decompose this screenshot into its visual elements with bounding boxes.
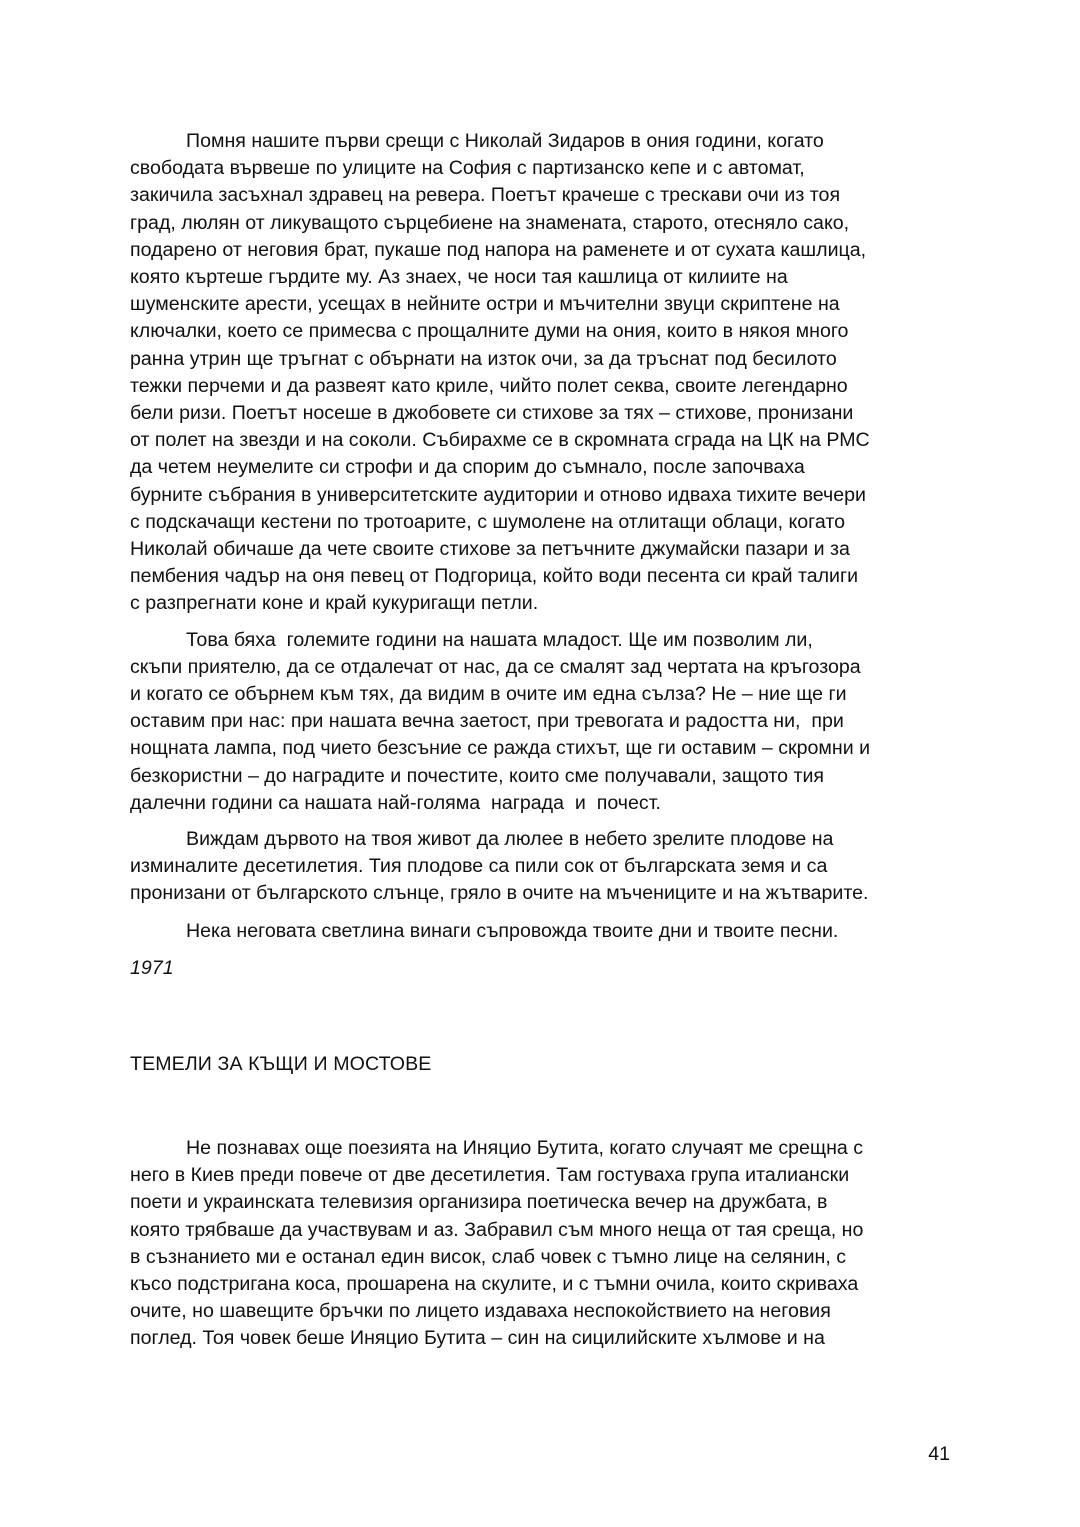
paragraph-wish: Нека неговата светлина винаги съпровожда твоите дни и твоите песни. bbox=[186, 919, 839, 942]
page-number: 41 bbox=[928, 1443, 950, 1465]
date-year: 1971 bbox=[130, 956, 174, 979]
paragraph-kiev-meeting: Не познавах още поезията на Иняцио Бутита, когато случаят ме срещна с него в Киев преди повече от две десетилетия. Там гостуваха група италиански поети и украинската телевизия организира поетическа вечер на дружбата, в която трябваше да участвувам и аз. Забравил съм много неща от тая среща, но в съзнанието ми е останал един висок, слаб човек с тъмно лице на селянин, с късо подстригана коса, прошарена на скулите, и с тъмни очила, които скриваха очите, но шавещите бръчки по лицето издаваха неспокойствието на неговия поглед. Тоя човек беше Иняцио Бутита – син на сицилийските хълмове и на bbox=[130, 1137, 864, 1350]
paragraph-tree-of-life: Виждам дървото на твоя живот да люлее в небето зрелите плодове на изминалите десетилетия. Тия плодове са пили сок от българската земя и са пронизани от българското слънце, гряло в очите на мъчениците и на жътварите. bbox=[130, 828, 869, 905]
paragraph-youth-years: Това бяха големите години на нашата младост. Ще им позволим ли, скъпи приятелю, да се отдалечат от нас, да се смалят зад чертата на кръгозора и когато се обърнем към тях, да видим в очите им една сълза? Не – ние ще ги оставим при нас: при нашата вечна заетост, при тревогата и радостта ни, при нощната лампа, под чието безсъние се ражда стихът, ще ги оставим – скромни и безкористни – до наградите и почестите, които сме получавали, защото тия далечни години са нашата най-голяма награда и почест. bbox=[130, 628, 871, 814]
paragraph-memories: Помня нашите първи срещи с Николай Зидаров в ония години, когато свободата вървеше по улиците на София с партизанско кепе и с автомат, закичила засъхнал здравец на ревера. Поетът крачеше с трескави очи из тоя град, люлян от ликуващото сърцебиене на знамената, старото, отесняло сако, подарено от неговия брат, пукаше под напора на раменете и от сухата кашлица, която къртеше гърдите му. Аз знаех, че носи тая кашлица от килиите на шуменските арести, усещах в нейните остри и мъчителни звуци скриптене на ключалки, което се примесва с прощалните думи на ония, които в някоя много ранна утрин ще тръгнат с обърнати на изток очи, за да тръснат под бесилото тежки перчеми и да развеят като криле, чийто полет секва, своите легендарно бели ризи. Поетът носеше в джобовете си стихове за тях – стихове, пронизани от полет на звезди и на соколи. Събирахме се в скромната сграда на ЦК на РМС да четем неумелите си строфи и да спорим до съмнало, после започваха бурните събрания в университетските аудитории и отново идваха тихите вечери с подскачащи кестени по тротоарите, с шумолене на отлитащи облаци, когато Николай обичаше да чете своите стихове за петъчните джумайски пазари и за пембения чадър на оня певец от Подгорица, който води песента си край талиги с разпрегнати коне и край кукуригащи петли. bbox=[130, 130, 870, 615]
section-2 bbox=[130, 1135, 960, 1353]
section-1 bbox=[130, 128, 960, 982]
section-heading: ТЕМЕЛИ ЗА КЪЩИ И МОСТОВЕ bbox=[130, 1053, 432, 1075]
